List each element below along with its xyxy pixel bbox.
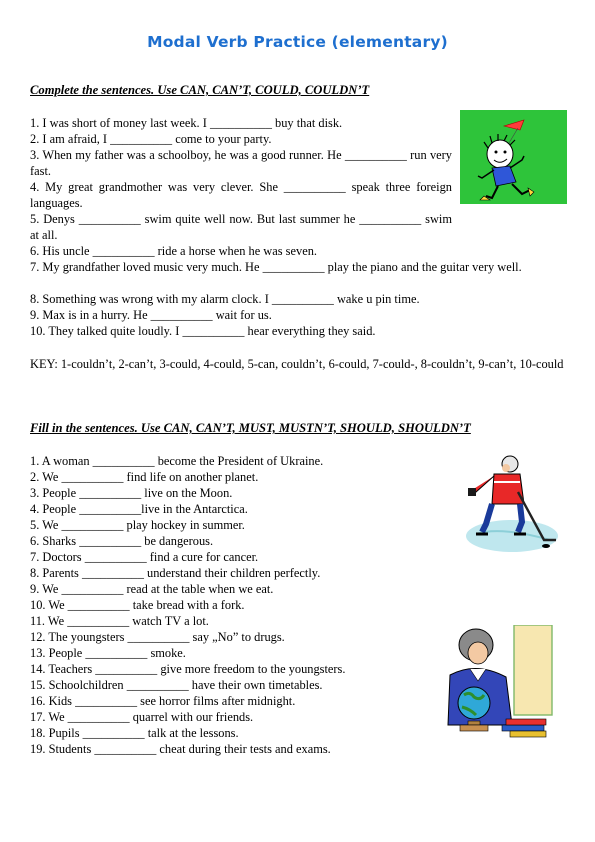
s1-item-3: 3. When my father was a schoolboy, he was a good runner. He __________ run very fast. [30,148,452,178]
page-title: Modal Verb Practice (elementary) [147,33,448,51]
s1-item-10: 10. They talked quite loudly. I __________ hear everything they said. [30,324,376,338]
s1-item-7: 7. My grandfather loved music very much. He __________ play the piano and the guitar very well. [30,260,522,274]
s1-item-1: 1. I was short of money last week. I __________ buy that disk. [30,116,343,130]
s2-item-15: 15. Schoolchildren __________ have their own timetables. [30,678,323,692]
s2-item-11: 11. We __________ watch TV a lot. [30,614,209,628]
s2-item-12: 12. The youngsters __________ say „No” to drugs. [30,630,285,644]
s2-item-5: 5. We __________ play hockey in summer. [30,518,245,532]
s2-item-1: 1. A woman __________ become the President of Ukraine. [30,454,324,468]
s2-item-17: 17. We __________ quarrel with our friends. [30,710,254,724]
s1-item-8: 8. Something was wrong with my alarm clock. I __________ wake u pin time. [30,292,420,306]
s2-item-14: 14. Teachers __________ give more freedom to the youngsters. [30,662,346,676]
s2-item-2: 2. We __________ find life on another planet. [30,470,259,484]
s2-item-7: 7. Doctors __________ find a cure for cancer. [30,550,259,564]
s1-item-5: 5. Denys __________ swim quite well now. But last summer he __________ swim at all. [30,212,452,242]
s1-item-9: 9. Max is in a hurry. He __________ wait for us. [30,308,272,322]
s2-item-8: 8. Parents __________ understand their children perfectly. [30,566,321,580]
boy-with-kite-icon [460,110,567,204]
section1-heading: Complete the sentences. Use CAN, CAN’T, COULD, COULDN’T [30,83,370,97]
s2-item-9: 9. We __________ read at the table when we eat. [30,582,274,596]
teacher-with-globe-icon [440,625,556,740]
s2-item-3: 3. People __________ live on the Moon. [30,486,233,500]
s2-item-4: 4. People __________live in the Antarctica. [30,502,248,516]
s2-item-10: 10. We __________ take bread with a fork. [30,598,245,612]
s2-item-16: 16. Kids __________ see horror films after midnight. [30,694,296,708]
s1-item-2: 2. I am afraid, I __________ come to your party. [30,132,272,146]
s1-item-6: 6. His uncle __________ ride a horse when he was seven. [30,244,317,258]
hockey-player-icon [460,452,560,556]
section2-heading: Fill in the sentences. Use CAN, CAN’T, MUST, MUSTN’T, SHOULD, SHOULDN’T [30,421,471,435]
s2-item-13: 13. People __________ smoke. [30,646,186,660]
s2-item-18: 18. Pupils __________ talk at the lessons. [30,726,239,740]
s2-item-19: 19. Students __________ cheat during their tests and exams. [30,742,331,756]
s1-item-4: 4. My great grandmother was very clever. She __________ speak three foreign languages. [30,180,452,210]
answer-key: KEY: 1-couldn’t, 2-can’t, 3-could, 4-could, 5-can, couldn’t, 6-could, 7-could-, 8-couldn’t, 9-can’t, 10-could [30,357,564,371]
s2-item-6: 6. Sharks __________ be dangerous. [30,534,214,548]
